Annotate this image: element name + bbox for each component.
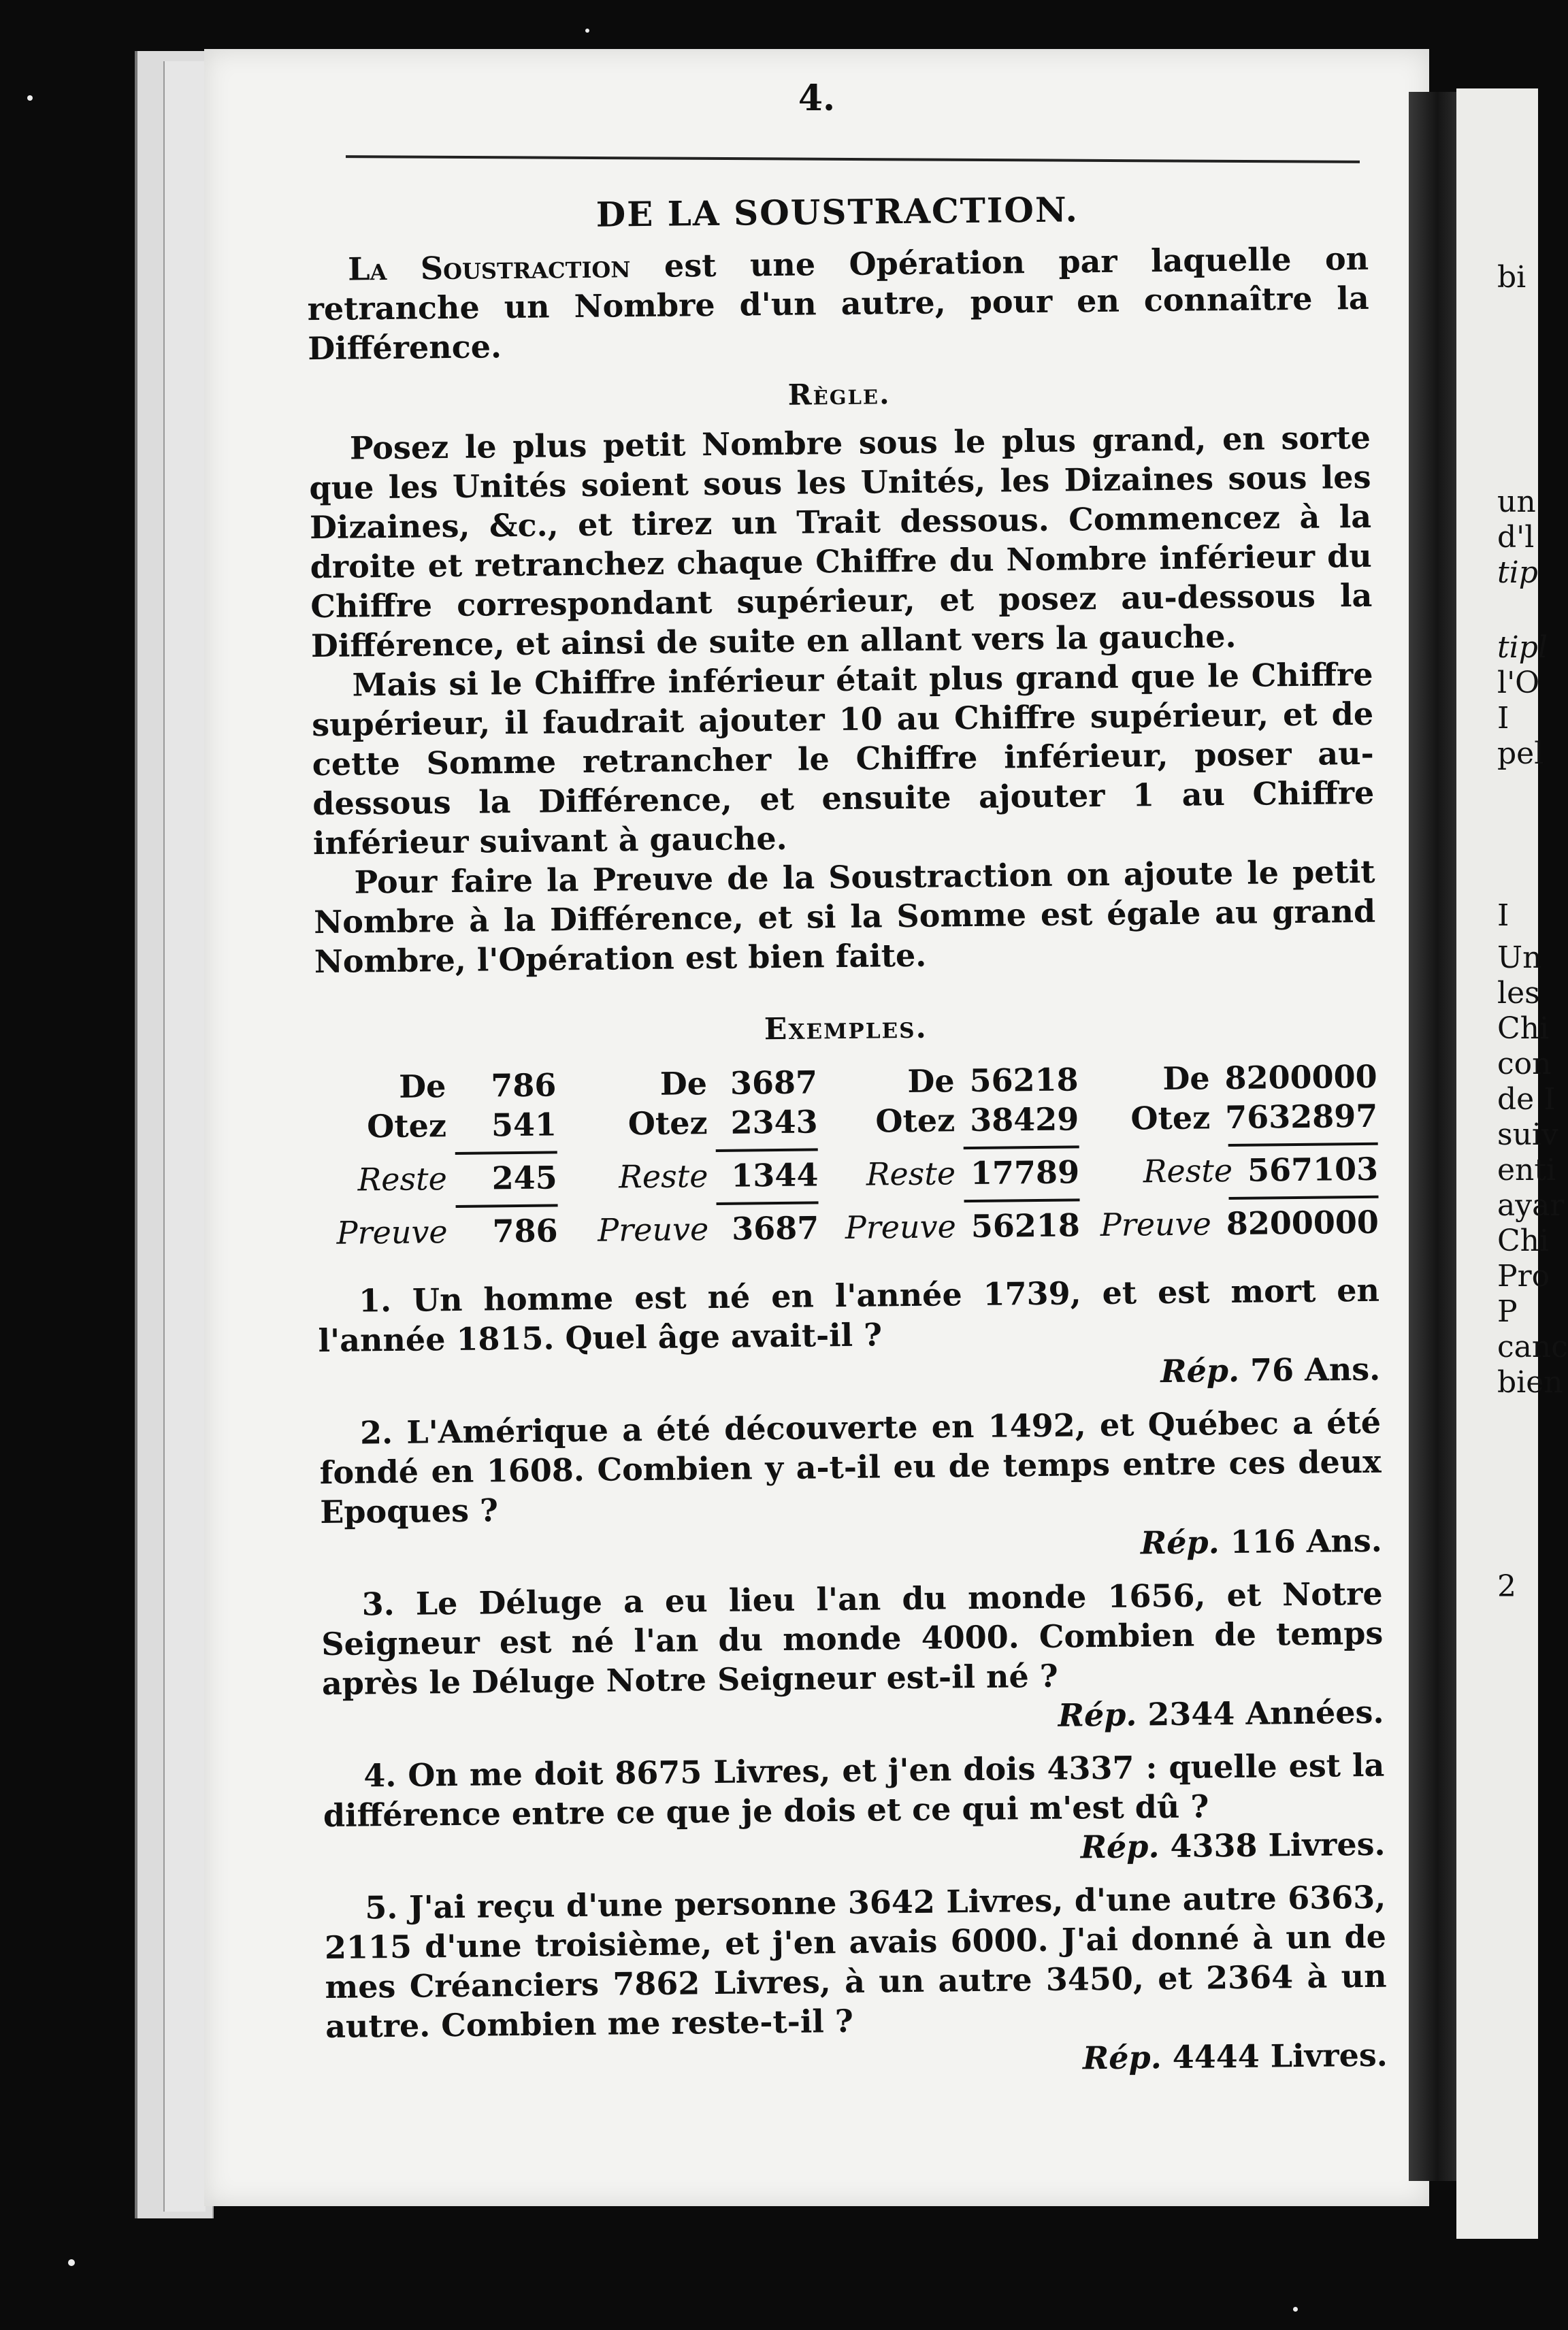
facing-text: l'O: [1497, 666, 1540, 700]
examples-grid: [315, 1058, 1379, 1254]
label-otez: Otez: [627, 1104, 708, 1143]
minuend: 786: [491, 1066, 557, 1104]
facing-text: I: [1497, 898, 1509, 933]
label-preuve: Preuve: [597, 1211, 709, 1249]
facing-text: bi: [1497, 260, 1526, 295]
subtrahend: 541: [491, 1106, 557, 1144]
label-otez: Otez: [1130, 1099, 1211, 1137]
answer-value: 4444 Livres.: [1161, 2036, 1388, 2076]
label-reste: Reste: [357, 1160, 448, 1198]
difference: 567103: [1247, 1150, 1379, 1189]
facing-text: un: [1497, 485, 1536, 519]
label-preuve: Preuve: [336, 1213, 448, 1251]
label-reste: Reste: [866, 1155, 956, 1193]
rule-paragraph: Pour faire la Preuve de la Soustraction on ajoute le petit Nombre à la Différence, et si la Somme est égale au grand Nombre, l'Opération est bien faite.: [313, 853, 1376, 981]
page-number: 4.: [798, 78, 836, 119]
answer-label: Rép.: [1160, 1351, 1240, 1390]
proof: 3687: [731, 1209, 819, 1247]
label-reste: Reste: [1143, 1151, 1233, 1190]
facing-text: de I: [1497, 1082, 1556, 1117]
answer-label: Rép.: [1080, 1828, 1160, 1866]
proof: 786: [492, 1212, 558, 1250]
answer-value: 2344 Années.: [1137, 1693, 1384, 1733]
problem-item: [318, 1270, 1381, 1400]
problem-text: 4. On me doit 8675 Livres, et j'en dois 4337 : quelle est la différence entre ce que je dois et ce qui m'est dû ?: [323, 1746, 1385, 1835]
answer-label: Rép.: [1082, 2039, 1162, 2077]
facing-text: Chi: [1497, 1011, 1550, 1046]
facing-text: pel: [1497, 736, 1544, 771]
scan-speck: [585, 29, 589, 33]
problem-item: [324, 1877, 1388, 2086]
facing-text: Un: [1497, 940, 1542, 975]
subtrahend: 7632897: [1224, 1097, 1378, 1136]
problem-text: 1. Un homme est né en l'année 1739, et est mort en l'année 1815. Quel âge avait-il ?: [318, 1271, 1380, 1360]
page-title: DE LA SOUSTRACTION.: [595, 189, 1079, 235]
proof: 8200000: [1226, 1203, 1379, 1243]
examples-heading: Exemples.: [764, 1010, 928, 1047]
label-de: De: [659, 1065, 708, 1102]
subtrahend: 2343: [730, 1103, 818, 1141]
answer-value: 116 Ans.: [1219, 1522, 1383, 1561]
facing-text: tipl: [1497, 630, 1548, 665]
facing-text: les: [1497, 976, 1540, 1011]
problem-item: [323, 1745, 1386, 1875]
facing-text: d'l: [1497, 520, 1535, 555]
label-de: De: [398, 1068, 446, 1105]
facing-text: ayar: [1497, 1188, 1565, 1223]
subtrahend: 38429: [969, 1100, 1079, 1139]
label-otez: Otez: [875, 1102, 956, 1140]
book-gutter: [1409, 92, 1456, 2181]
facing-text: enti: [1497, 1153, 1556, 1187]
label-otez: Otez: [366, 1107, 447, 1145]
rule-paragraph: Mais si le Chiffre inférieur était plus grand que le Chiffre supérieur, il faudrait ajouter 10 au Chiffre supérieur, et de cette Somme retrancher le Chiffre inférieur, poser au-dessous la Différence, et ensuite ajouter 1 au Chiffre inférieur suivant à gauche.: [311, 655, 1375, 862]
scan-speck: [68, 2259, 75, 2266]
facing-text: Pro: [1497, 1259, 1550, 1294]
intro-paragraph: [307, 239, 1370, 368]
intro-text: est une Opération par laquelle on retranche un Nombre d'un autre, pour en connaître la Différence.: [307, 240, 1369, 367]
label-de: De: [1162, 1060, 1210, 1098]
minuend: 3687: [730, 1064, 818, 1102]
problem-text: 5. J'ai reçu d'une personne 3642 Livres, d'une autre 6363, 2115 d'une troisième, et j'en avais 6000. J'ai donné à un de mes Créanciers 7862 Livres, à un autre 3450, et 2364 à un autre. Combien me reste-t-il ?: [324, 1878, 1387, 2046]
facing-text: canc: [1497, 1330, 1568, 1364]
rule-heading: Règle.: [787, 377, 891, 412]
problem-text: 3. Le Déluge a eu lieu l'an du monde 1656, et Notre Seigneur est né l'an du monde 4000. Combien de temps après le Déluge Notre Seigneur est-il né ?: [321, 1575, 1384, 1703]
label-preuve: Preuve: [845, 1208, 957, 1246]
problem-item: [319, 1402, 1382, 1571]
document-page: [204, 49, 1429, 2206]
header-rule: [346, 155, 1360, 163]
minuend: 8200000: [1224, 1057, 1377, 1097]
scan-speck: [1293, 2307, 1298, 2312]
problem-text: 2. L'Amérique a été découverte en 1492, et Québec a été fondé en 1608. Combien y a-t-il eu de temps entre ces deux Epoques ?: [319, 1403, 1382, 1531]
intro-term: La Soustraction: [347, 248, 631, 288]
answer-value: 4338 Livres.: [1159, 1825, 1386, 1865]
minuend: 56218: [969, 1061, 1079, 1100]
label-de: De: [907, 1062, 955, 1100]
answer-label: Rép.: [1058, 1696, 1137, 1734]
example-block: [576, 1064, 819, 1251]
problem-item: [321, 1574, 1384, 1743]
difference: 1344: [731, 1156, 819, 1194]
scan-speck: [27, 95, 33, 101]
rule-paragraph: Posez le plus petit Nombre sous le plus grand, en sorte que les Unités soient sous les Unités, les Dizaines sous les Dizaines, &c., et tirez un Trait dessous. Commencez à la droite et retranchez chaque Chiffre du Nombre inférieur du Chiffre correspondant supérieur, et posez au-dessous la Différence, et ainsi de suite en allant vers la gauche.: [309, 419, 1373, 665]
difference: 245: [491, 1159, 558, 1197]
page-content: [306, 186, 1388, 2086]
label-preuve: Preuve: [1100, 1205, 1212, 1244]
facing-page-fragment: [1456, 88, 1568, 2239]
example-block: [1098, 1058, 1379, 1246]
facing-text: suiv: [1497, 1117, 1558, 1152]
facing-text: Chi: [1497, 1224, 1550, 1258]
difference: 17789: [970, 1153, 1080, 1192]
book-edge-inner: [163, 61, 206, 2212]
example-block: [838, 1061, 1080, 1249]
proof: 56218: [970, 1207, 1081, 1245]
facing-text: 2: [1497, 1569, 1516, 1604]
example-block: [315, 1066, 557, 1254]
answer-label: Rép.: [1140, 1524, 1220, 1562]
facing-text: con: [1497, 1047, 1552, 1081]
facing-text: bien: [1497, 1365, 1563, 1400]
facing-text: P: [1497, 1294, 1518, 1329]
answer-value: 76 Ans.: [1239, 1350, 1381, 1389]
facing-text: tip: [1497, 555, 1538, 590]
label-reste: Reste: [618, 1158, 708, 1196]
facing-text: I: [1497, 701, 1509, 736]
